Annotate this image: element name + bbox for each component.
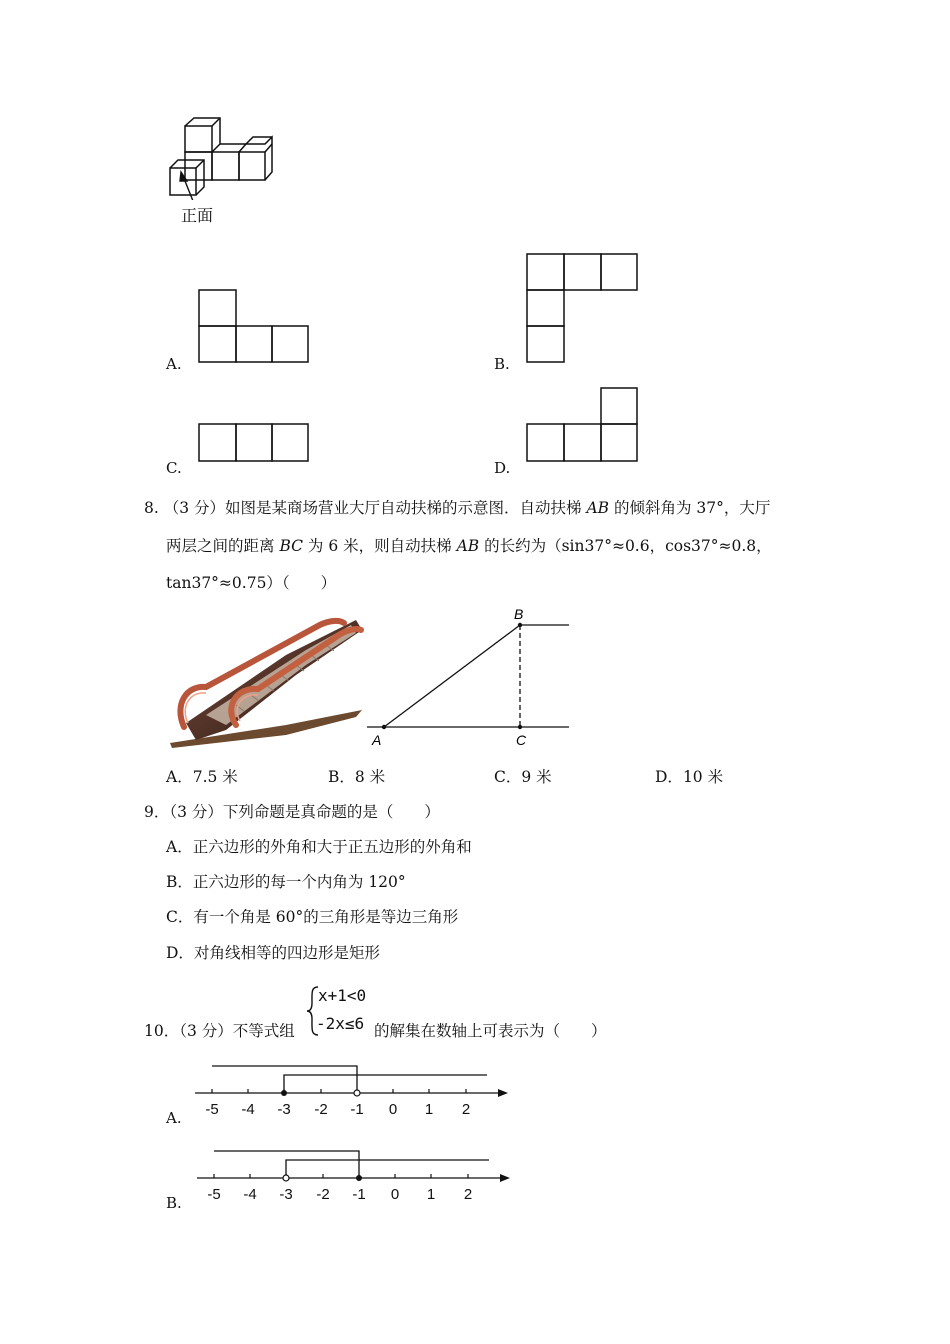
tick-label: -4 bbox=[241, 1101, 255, 1118]
q8-text-1a: 如图是某商场营业大厅自动扶梯的示意图．自动扶梯 bbox=[225, 499, 587, 517]
tick-label: -3 bbox=[279, 1186, 293, 1203]
q9-option-c-letter: C． bbox=[166, 908, 194, 926]
tick-label: -1 bbox=[352, 1186, 366, 1203]
point-a-label: A bbox=[372, 732, 382, 748]
tick-label: -3 bbox=[277, 1101, 291, 1118]
q7-front-label: 正面 bbox=[181, 206, 214, 225]
q9-stem-text: 下列命题是真命题的是（ ） bbox=[222, 803, 440, 821]
q8-number: 8. bbox=[144, 499, 159, 517]
q8-option-d[interactable] bbox=[655, 767, 723, 787]
tick-label: 2 bbox=[461, 1101, 471, 1118]
q7-option-a-figure bbox=[198, 289, 310, 364]
q7-option-b-letter[interactable]: B. bbox=[494, 355, 510, 373]
q8-option-c-text: 9 米 bbox=[521, 768, 552, 786]
tick-label: 1 bbox=[424, 1101, 434, 1118]
q10-ineq-1: x+1<0 bbox=[318, 986, 367, 1005]
q8-text-1b: 的倾斜角为 37°，大厅 bbox=[609, 499, 771, 517]
q8-option-a[interactable] bbox=[166, 767, 238, 787]
q7-option-c-letter[interactable]: C. bbox=[166, 459, 182, 477]
escalator-photo bbox=[166, 615, 364, 748]
q7-option-b-figure bbox=[526, 253, 639, 365]
q8-text-ab2: AB bbox=[456, 537, 480, 555]
q8-option-b[interactable] bbox=[328, 767, 385, 787]
q9-option-a[interactable] bbox=[166, 837, 472, 857]
q8-stem-line2 bbox=[166, 536, 772, 556]
tick-label: -5 bbox=[207, 1186, 221, 1203]
q8-triangle-diagram bbox=[362, 602, 574, 752]
q8-score: （3 分） bbox=[163, 499, 226, 517]
q8-option-b-text: 8 米 bbox=[354, 768, 386, 786]
q7-option-d-figure bbox=[526, 387, 639, 463]
q8-text-2c: 的长约为（sin37°≈0.6，cos37°≈0.8， bbox=[479, 537, 772, 555]
q8-option-d-text: 10 米 bbox=[682, 768, 724, 786]
q9-option-d-text: 对角线相等的四边形是矩形 bbox=[193, 944, 380, 962]
q9-score: （3 分） bbox=[169, 803, 223, 821]
tick-label: 0 bbox=[390, 1186, 400, 1203]
q8-option-a-letter: A． bbox=[166, 768, 193, 786]
tick-label: -5 bbox=[205, 1101, 219, 1118]
q10-stem-pre-text: 不等式组 bbox=[232, 1022, 295, 1040]
q9-option-a-text: 正六边形的外角和大于正五边形的外角和 bbox=[192, 838, 472, 856]
point-b-label: B bbox=[514, 606, 524, 622]
q8-option-d-letter: D． bbox=[655, 768, 683, 786]
q8-option-a-text: 7.5 米 bbox=[192, 768, 238, 786]
tick-label: -4 bbox=[243, 1186, 257, 1203]
q8-text-2a: 两层之间的距离 bbox=[166, 537, 280, 555]
q9-stem bbox=[144, 802, 440, 822]
q8-stem-line1 bbox=[144, 498, 770, 518]
tick-label: -2 bbox=[316, 1186, 330, 1203]
q8-text-ab: AB bbox=[586, 499, 610, 517]
q7-option-d-letter[interactable]: D. bbox=[494, 459, 511, 477]
q10-ineq-2: -2x≤6 bbox=[316, 1014, 365, 1033]
q9-option-b-letter: B． bbox=[166, 873, 193, 891]
q9-option-b[interactable] bbox=[166, 872, 406, 892]
q9-option-a-letter: A． bbox=[166, 838, 193, 856]
q9-option-d-letter: D． bbox=[166, 944, 194, 962]
tick-label: -2 bbox=[314, 1101, 328, 1118]
q8-text-2b: 为 6 米，则自动扶梯 bbox=[302, 537, 457, 555]
q10-stem-pre bbox=[144, 1021, 295, 1041]
q7-option-c-figure bbox=[198, 423, 310, 463]
point-c-label: C bbox=[516, 732, 527, 748]
q9-option-b-text: 正六边形的每一个内角为 120° bbox=[192, 873, 406, 891]
q10-option-a-letter[interactable]: A. bbox=[166, 1109, 182, 1127]
tick-label: 1 bbox=[426, 1186, 436, 1203]
q8-option-b-letter: B． bbox=[328, 768, 355, 786]
q10-stem-post: 的解集在数轴上可表示为（ ） bbox=[374, 1022, 607, 1040]
q10-option-b-letter[interactable]: B. bbox=[166, 1194, 182, 1212]
q9-option-c-text: 有一个角是 60°的三角形是等边三角形 bbox=[193, 908, 459, 926]
q10-number: 10． bbox=[144, 1022, 180, 1040]
tick-label: -1 bbox=[350, 1101, 364, 1118]
q7-cube-figure bbox=[160, 110, 285, 200]
q9-number: 9． bbox=[144, 803, 170, 821]
q8-text-bc: BC bbox=[279, 537, 303, 555]
q9-option-d[interactable] bbox=[166, 943, 380, 963]
q9-option-c[interactable] bbox=[166, 907, 458, 927]
q7-option-a-letter[interactable]: A. bbox=[166, 355, 182, 373]
tick-label: 2 bbox=[463, 1186, 473, 1203]
tick-label: 0 bbox=[388, 1101, 398, 1118]
q10-score: （3 分） bbox=[179, 1022, 233, 1040]
q10-numberline-b bbox=[192, 1143, 517, 1205]
q8-stem-line3: tan37°≈0.75）（ ） bbox=[166, 574, 337, 592]
q8-option-c-letter: C． bbox=[494, 768, 522, 786]
q8-option-c[interactable] bbox=[494, 767, 552, 787]
q10-numberline-a bbox=[190, 1058, 515, 1120]
